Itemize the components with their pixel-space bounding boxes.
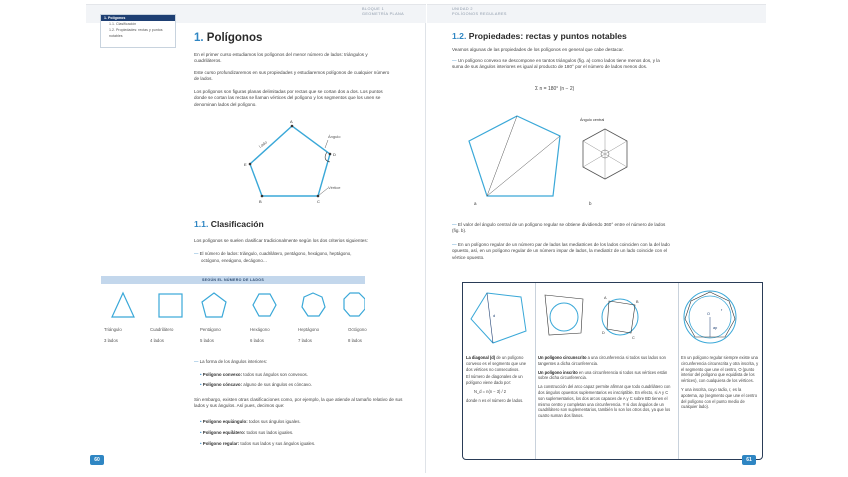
header-block-label: BLOQUE 1 GEOMETRÍA PLANA	[362, 7, 405, 16]
panel-text-diagonal: La diagonal (d) de un polígono convexo es el segmento que une dos vértices no consecutivos. El número de diagonales de un polígono viene dado por: N_d = n(n − 3) / 2 donde n es el número de lados.	[466, 355, 527, 403]
svg-text:r: r	[721, 308, 723, 312]
list-item-cont: octógono, eneágono, decágono…	[201, 258, 268, 263]
paragraph: En el primer curso estudiamos los polígonos del menor número de lados: triángulos y cuadriláteros.	[194, 52, 368, 64]
panel-text-regular: En un polígono regular siempre existe una circunferencia circunscrita y otra inscrita, y el segmento que une el centro, O (punto interior del polígono que equidista de los vértices), con cualquiera de los vértices. Y una inscrita, cuyo radio, r, es la apotema, ap (segmento que une el centro del polígono con el punto medio de cualquier lado).	[681, 355, 759, 410]
paragraph: Los polígonos se suelen clasificar tradicionalmente según los dos criterios siguientes:	[194, 238, 368, 243]
svg-text:B: B	[259, 199, 262, 204]
pentagon-figure	[232, 114, 362, 206]
panel-text-circumscribed: Un polígono circunscrito a una circunferencia si todos sus lados son tangentes a dicha circunferencia. Un polígono inscrito en una circunferencia si todos sus vértices están sobre dicha circunferencia. La construcción del arco capaz permite afirmar que todo cuadrilátero con dos ángulos opuestos suplementarios es inscriptible. En efecto, si A y C son suplementarios, los dos arcos capaces de A y C sobre BD tienen el mismo centro y completan una circunferencia. Y si dos ángulos de un cuadrilátero son suplementarios, también lo son los otros dos, ya que los cuatro suman dos llanos.	[538, 355, 671, 419]
properties-figures	[457, 101, 637, 207]
header-unit-label: UNIDAD 2 POLÍGONOS REGULARES	[452, 7, 507, 16]
list-item: — El número de lados: triángulo, cuadrilátero, pentágono, hexágono, heptágono,	[194, 251, 352, 256]
bullet-item: • Polígono convexo: todos sus ángulos son convexos.	[200, 372, 308, 377]
table-header: SEGÚN EL NÚMERO DE LADOS	[101, 276, 365, 284]
svg-text:D: D	[333, 152, 336, 157]
polygon-sides: 3 lados	[104, 338, 118, 343]
polygon-name: Triángulo	[104, 327, 122, 332]
svg-text:C: C	[317, 199, 320, 204]
page-title: 1. Polígonos	[194, 32, 263, 44]
polygon-sides: 6 lados	[250, 338, 264, 343]
toc-item[interactable]: 1.1. Clasificación	[109, 22, 137, 26]
svg-text:C: C	[632, 336, 635, 340]
svg-text:Vértice: Vértice	[328, 185, 341, 190]
bullet-item: • Polígono equilátero: todos sus lados iguales.	[200, 430, 294, 435]
svg-text:Ángulo central: Ángulo central	[580, 118, 605, 122]
page-number: 60	[90, 455, 104, 465]
paragraph: Este curso profundizaremos en sus propiedades y estudiaremos polígonos de cualquier número de lados.	[194, 70, 390, 82]
paragraph: Veamos algunas de las propiedades de los polígonos en general que cabe destacar.	[452, 47, 624, 52]
panel-figures	[463, 283, 763, 355]
polygon-sides: 5 lados	[200, 338, 214, 343]
bullet-item: • Polígono equiángulo: todos sus ángulos iguales.	[200, 419, 301, 424]
toc-item-active[interactable]: 1. Polígonos	[101, 15, 175, 21]
polygon-name: Cuadrilátero	[150, 327, 174, 332]
polygon-name: Hexágono	[250, 327, 270, 332]
list-item: — La forma de los ángulos interiores:	[194, 359, 267, 364]
svg-text:A: A	[604, 296, 607, 300]
svg-text:D: D	[602, 331, 605, 335]
toc-item[interactable]: 1.2. Propiedades: rectas y puntos notables	[109, 28, 163, 38]
formula: Σ n = 180° (n − 2)	[535, 86, 575, 92]
section-title: 1.2. Propiedades: rectas y puntos notables	[452, 31, 627, 41]
polygon-sides: 8 lados	[348, 338, 362, 343]
paragraph: Los polígonos son figuras planas delimitadas por rectas que se cortan dos a dos. Los puntos donde se cortan las rectas se llaman vértices del polígono y los segmentos que los unen se denominan lados del polígono.	[194, 89, 383, 107]
list-item: — El valor del ángulo central de un polígono regular se obtiene dividiendo 360° entre el número de lados (fig. b).	[452, 222, 666, 234]
svg-text:d: d	[493, 313, 496, 318]
polygon-sides: 7 lados	[298, 338, 312, 343]
svg-text:O: O	[707, 312, 710, 316]
section-title: 1.1. Clasificación	[194, 219, 264, 229]
polygon-name: Heptágono	[298, 327, 320, 332]
svg-text:Lado: Lado	[257, 139, 268, 149]
svg-text:A: A	[290, 119, 293, 124]
bullet-item: • Polígono regular: todos sus lados y sus ángulos iguales.	[200, 441, 316, 446]
bullet-item: • Polígono cóncavo: alguno de sus ángulos es cóncavo.	[200, 382, 312, 387]
svg-text:ap: ap	[713, 326, 718, 330]
svg-text:b: b	[589, 201, 592, 206]
svg-text:E: E	[244, 162, 247, 167]
svg-text:a: a	[474, 201, 477, 206]
toc-box	[100, 14, 176, 48]
polygon-sides: 4 lados	[150, 338, 164, 343]
svg-text:Ángulo: Ángulo	[328, 134, 341, 139]
polygon-name: Pentágono	[200, 327, 221, 332]
paragraph: Sin embargo, existen otras clasificaciones como, por ejemplo, la que atiende al tamaño relativo de sus lados y sus ángulos. Así pues, decimos que:	[194, 397, 403, 409]
svg-text:B: B	[636, 300, 639, 304]
polygon-shapes	[101, 288, 365, 324]
polygon-name: Octógono	[348, 327, 367, 332]
list-item: — Un polígono convexo se descompone en tantos triángulos (fig. a) como lados tiene menos dos, y la suma de sus ángulos interiores es igual al producto de 180° por el número de lados menos dos.	[452, 58, 660, 70]
page-number: 61	[742, 455, 756, 465]
list-item: — En un polígono regular de un número par de lados las mediatrices de los lados coinciden con la del lado opuesto, así, en un polígono regular de un número impar de lados, la mediatriz de un lado coincide con el vértice opuesto.	[452, 242, 670, 260]
